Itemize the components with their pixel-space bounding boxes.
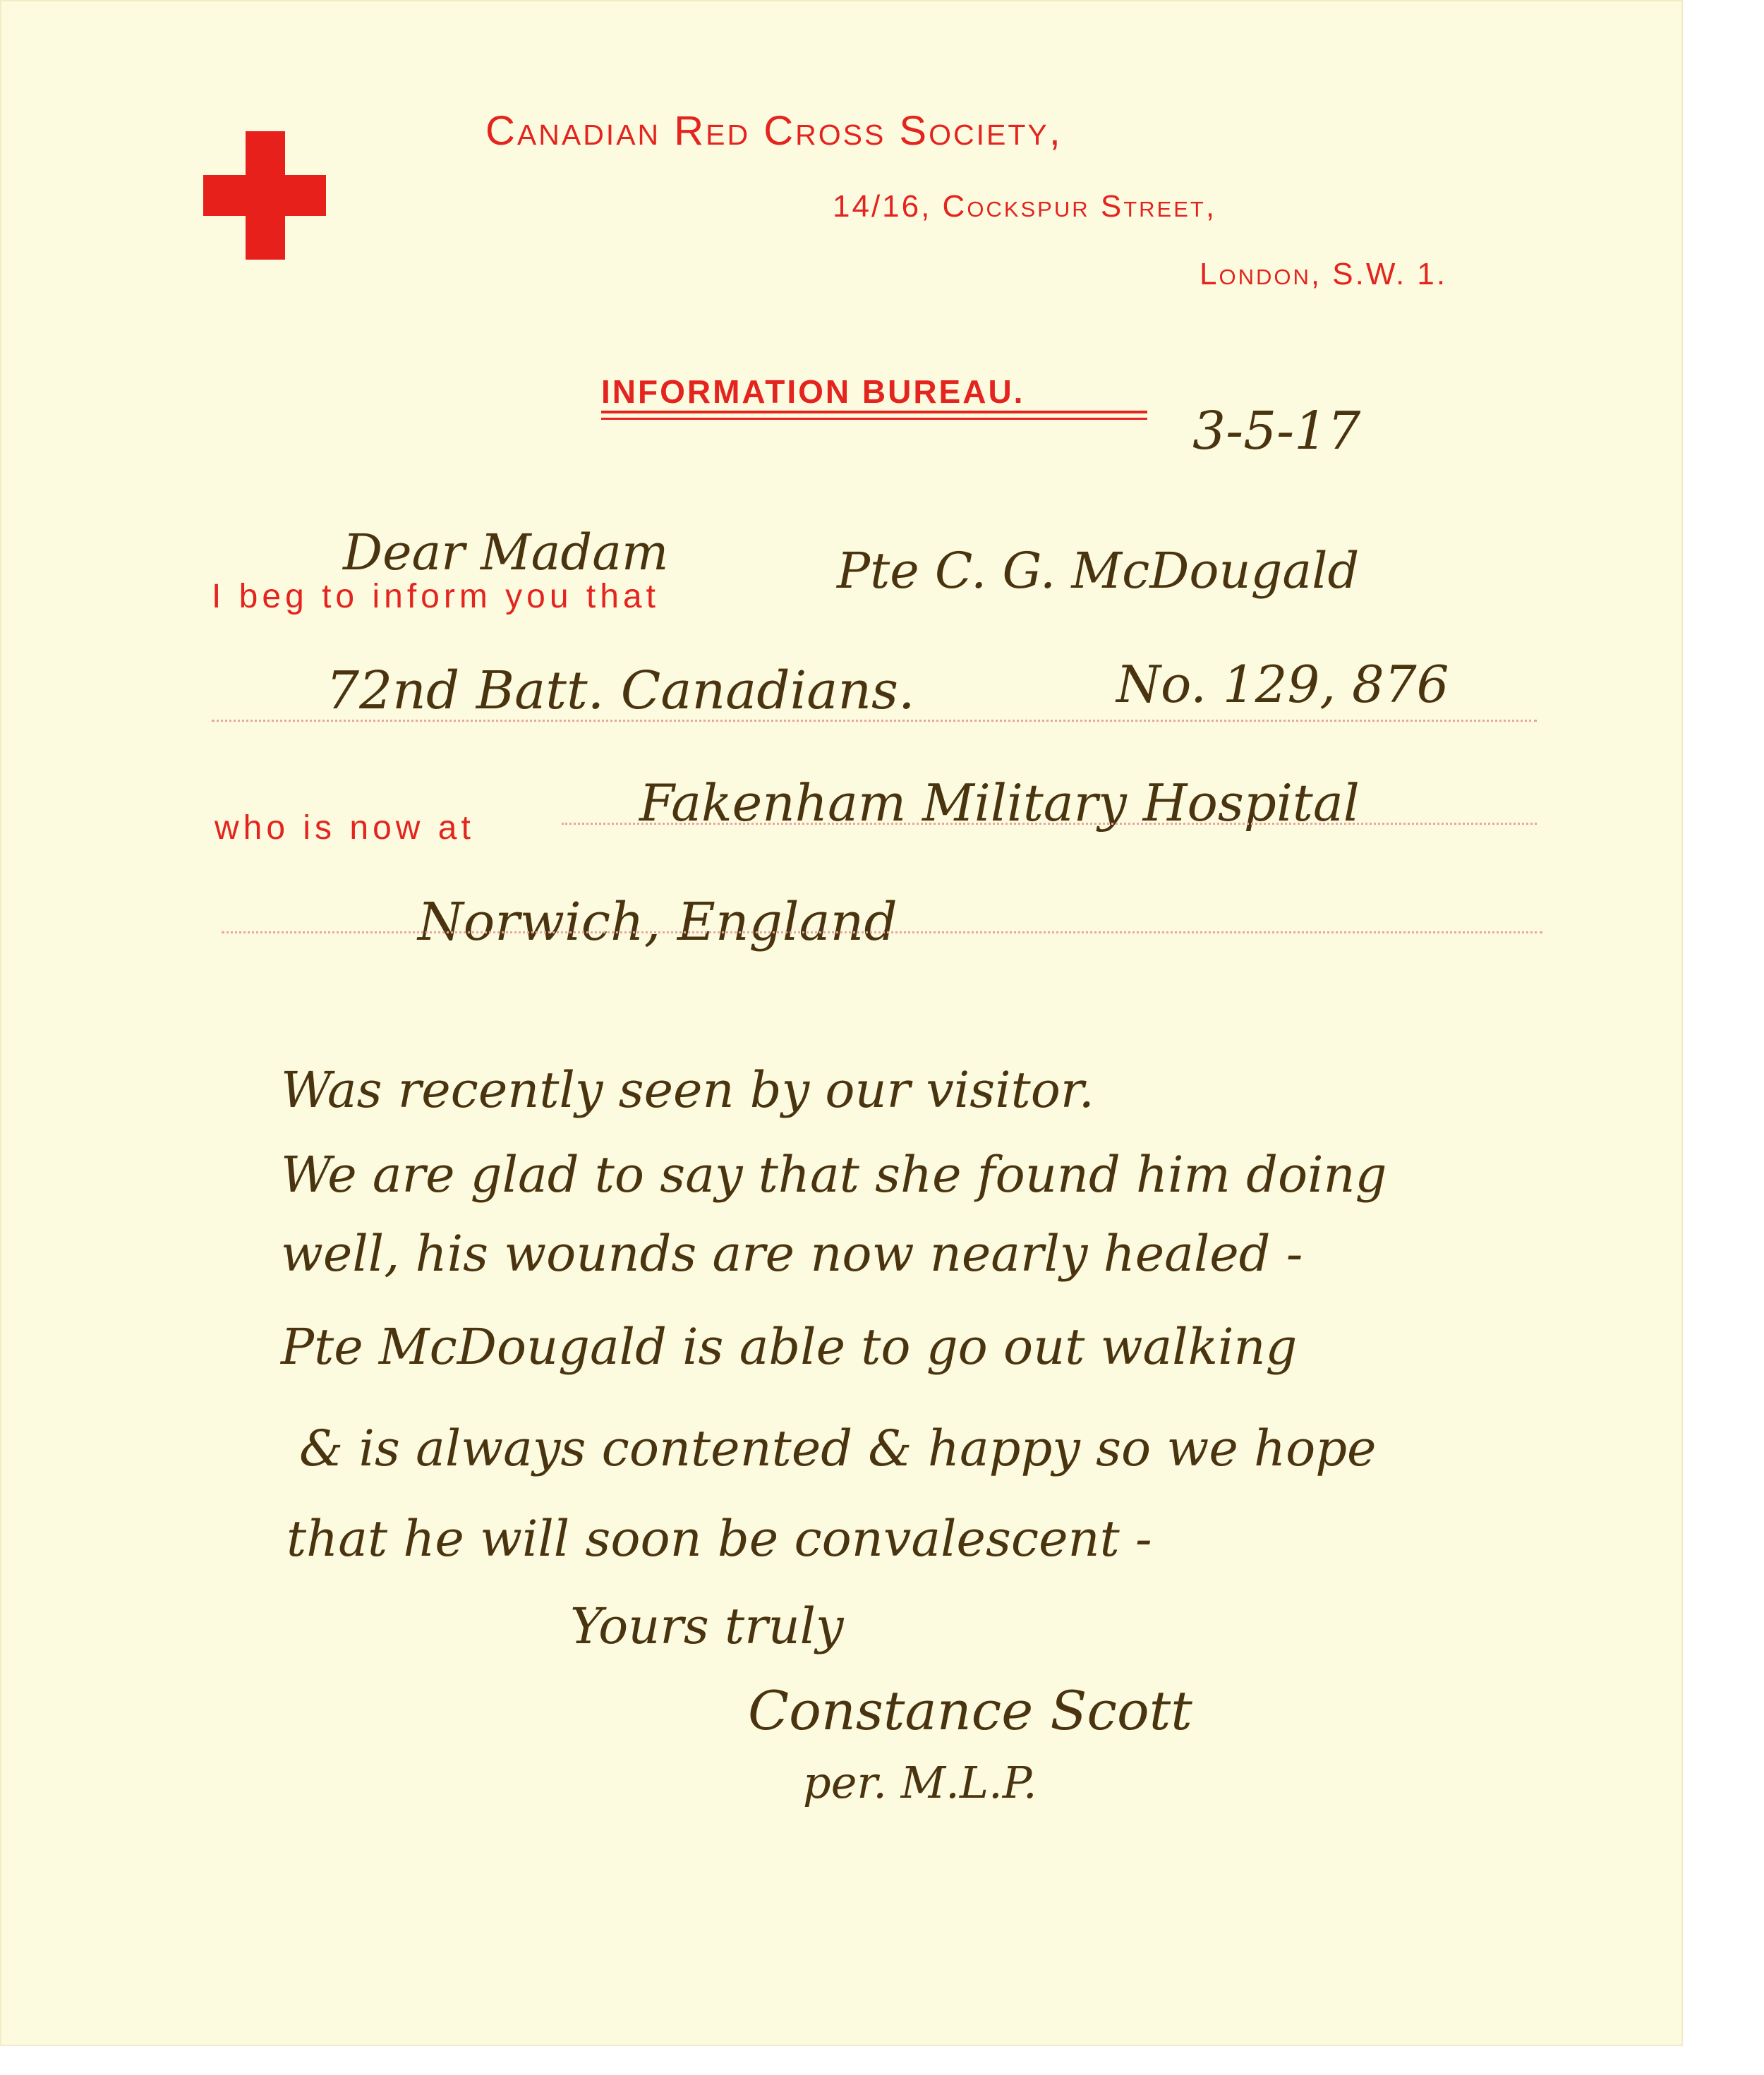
printed-inform-line: I beg to inform you that bbox=[212, 578, 660, 615]
form-dotted-line bbox=[222, 931, 1542, 933]
hospital-name: Fakenham Military Hospital bbox=[639, 773, 1360, 833]
hospital-location: Norwich, England bbox=[418, 892, 898, 952]
bureau-title: INFORMATION BUREAU. bbox=[601, 373, 1025, 410]
city-address: London, S.W. 1. bbox=[1200, 257, 1448, 291]
letter-date: 3-5-17 bbox=[1192, 401, 1361, 461]
body-line: well, his wounds are now nearly healed - bbox=[281, 1225, 1303, 1283]
street-address: 14/16, Cockspur Street, bbox=[833, 189, 1217, 224]
red-cross-icon bbox=[203, 131, 326, 260]
body-line: Was recently seen by our visitor. bbox=[281, 1061, 1094, 1119]
body-line: & is always contented & happy so we hope bbox=[299, 1420, 1377, 1477]
form-dotted-line bbox=[562, 823, 1537, 825]
form-dotted-line bbox=[212, 720, 1537, 722]
organization-name: Canadian Red Cross Society, bbox=[485, 108, 1063, 154]
closing: Yours truly bbox=[570, 1597, 844, 1655]
body-line: that he will soon be convalescent - bbox=[286, 1510, 1152, 1568]
bureau-underline bbox=[601, 411, 1147, 413]
soldier-name: Pte C. G. McDougald bbox=[837, 542, 1360, 600]
printed-now-at: who is now at bbox=[215, 809, 475, 847]
battalion: 72nd Batt. Canadians. bbox=[326, 660, 915, 721]
regimental-number: No. 129, 876 bbox=[1116, 655, 1449, 714]
salutation: Dear Madam bbox=[343, 524, 669, 581]
body-line: Pte McDougald is able to go out walking bbox=[281, 1318, 1298, 1376]
body-line: We are glad to say that she found him doing bbox=[281, 1146, 1387, 1204]
signature: Constance Scott bbox=[748, 1679, 1192, 1742]
bureau-underline-second bbox=[601, 418, 1147, 420]
signature-initials: per. M.L.P. bbox=[803, 1757, 1037, 1808]
